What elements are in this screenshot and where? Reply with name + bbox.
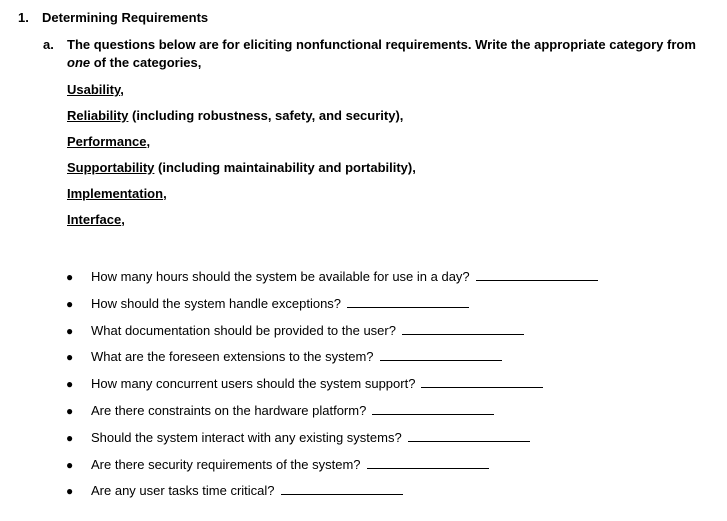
answer-blank[interactable] bbox=[476, 268, 598, 281]
category-performance bbox=[67, 133, 416, 159]
instruction-item bbox=[43, 36, 713, 72]
category-detail: (including maintainability and portability) bbox=[154, 160, 413, 175]
category-suffix: , bbox=[120, 82, 124, 97]
question-text: Are any user tasks time critical? bbox=[91, 483, 275, 499]
answer-blank[interactable] bbox=[372, 402, 494, 415]
question-item bbox=[66, 348, 598, 375]
bullet-dot-icon: ● bbox=[66, 296, 74, 311]
answer-blank[interactable] bbox=[421, 375, 543, 388]
category-suffix: , bbox=[412, 160, 416, 175]
answer-blank[interactable] bbox=[347, 295, 469, 308]
category-list bbox=[67, 81, 416, 237]
instruction-text-after: of the categories, bbox=[90, 55, 202, 70]
item-marker: a. bbox=[43, 37, 54, 52]
question-item bbox=[66, 322, 598, 349]
category-interface bbox=[67, 211, 416, 237]
answer-blank[interactable] bbox=[408, 429, 530, 442]
category-name: Performance bbox=[67, 134, 147, 149]
category-implementation bbox=[67, 185, 416, 211]
bullet-dot-icon: ● bbox=[66, 484, 74, 499]
bullet-dot-icon: ● bbox=[66, 457, 74, 472]
question-item bbox=[66, 295, 598, 322]
question-text: How should the system handle exceptions? bbox=[91, 295, 342, 311]
question-item bbox=[66, 402, 598, 429]
section-number: 1. bbox=[18, 10, 29, 25]
category-name: Supportability bbox=[67, 160, 155, 175]
question-text: Are there security requirements of the system? bbox=[91, 456, 361, 472]
section-title: Determining Requirements bbox=[42, 10, 209, 25]
question-text: How many concurrent users should the system support? bbox=[91, 376, 416, 392]
category-usability bbox=[67, 81, 416, 107]
category-reliability bbox=[67, 107, 416, 133]
answer-blank[interactable] bbox=[402, 322, 524, 335]
question-item bbox=[66, 375, 598, 402]
bullet-dot-icon: ● bbox=[66, 323, 74, 338]
category-name: Interface bbox=[67, 212, 122, 227]
category-suffix: , bbox=[121, 212, 125, 227]
question-list bbox=[66, 268, 598, 509]
question-item bbox=[66, 429, 598, 456]
question-text: What are the foreseen extensions to the system? bbox=[91, 349, 374, 365]
question-item bbox=[66, 456, 598, 483]
category-name: Usability bbox=[67, 82, 121, 97]
instruction-emphasis: one bbox=[67, 55, 91, 70]
category-suffix: , bbox=[163, 186, 167, 201]
question-item bbox=[66, 268, 598, 295]
bullet-dot-icon: ● bbox=[66, 430, 74, 445]
question-text: Are there constraints on the hardware platform? bbox=[91, 402, 367, 418]
category-name: Implementation bbox=[67, 186, 164, 201]
question-item bbox=[66, 482, 598, 509]
answer-blank[interactable] bbox=[367, 456, 489, 469]
instruction-text-before: The questions below are for eliciting nonfunctional requirements. Write the appropriate category from bbox=[67, 37, 696, 52]
category-suffix: , bbox=[399, 108, 404, 123]
question-text: How many hours should the system be available for use in a day? bbox=[91, 269, 470, 284]
question-text: What documentation should be provided to the user? bbox=[91, 322, 396, 338]
bullet-dot-icon: ● bbox=[66, 403, 74, 418]
question-text: Should the system interact with any existing systems? bbox=[91, 429, 402, 445]
section-heading bbox=[18, 10, 208, 25]
bullet-dot-icon: ● bbox=[66, 377, 74, 392]
category-name: Reliability bbox=[67, 108, 129, 123]
category-detail: (including robustness, safety, and security) bbox=[128, 108, 400, 123]
bullet-dot-icon: ● bbox=[66, 350, 74, 365]
answer-blank[interactable] bbox=[380, 348, 502, 361]
instruction-text bbox=[67, 36, 713, 72]
category-supportability bbox=[67, 159, 416, 185]
bullet-dot-icon: ● bbox=[66, 270, 74, 284]
answer-blank[interactable] bbox=[281, 482, 403, 495]
category-suffix: , bbox=[146, 134, 151, 149]
